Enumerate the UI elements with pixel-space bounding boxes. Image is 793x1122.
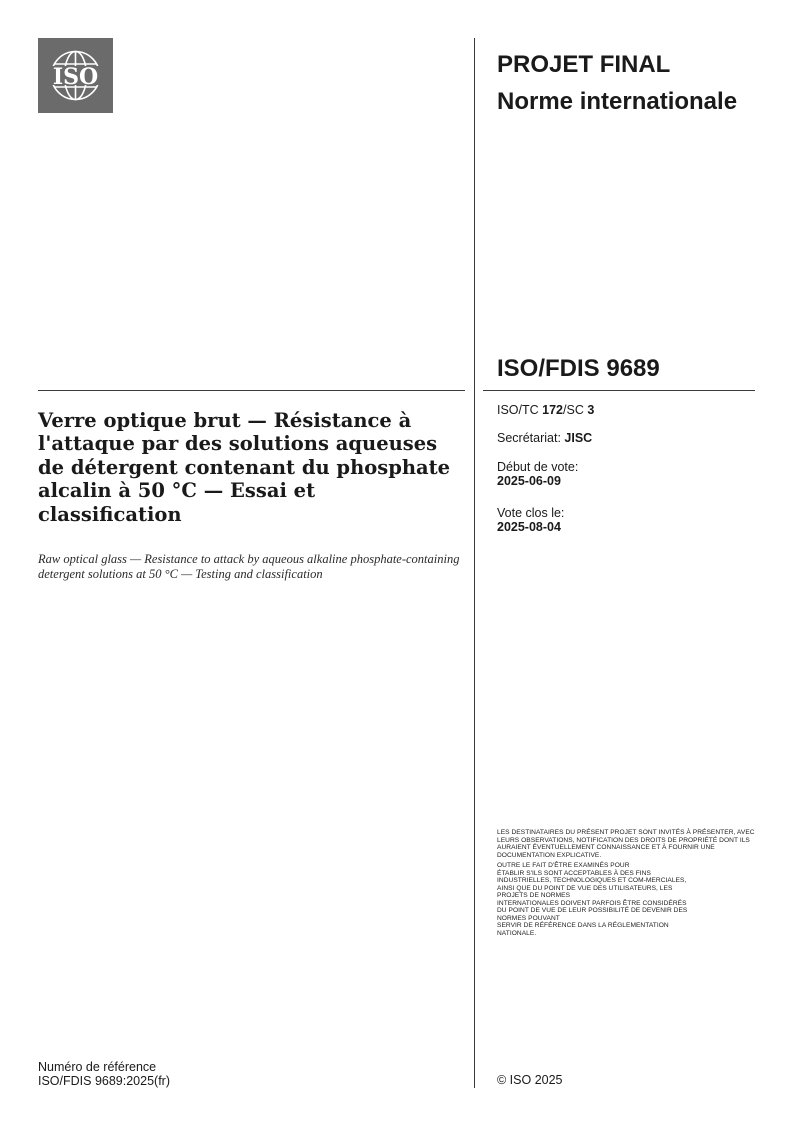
notice-line: AINSI QUE DU POINT DE VUE DES UTILISATEURS, LES — [497, 884, 673, 892]
vertical-rule — [474, 38, 475, 1088]
committee-sc: 3 — [587, 403, 595, 417]
vote-start-date: 2025-06-09 — [497, 474, 561, 488]
notice-paragraph-1: LES DESTINATAIRES DU PRÉSENT PROJET SONT INVITÉS À PRÉSENTER, AVEC LEURS OBSERVATIONS, NOTIFICATION DES DROITS DE PROPRIÉTÉ DONT ILS AURAIENT ÉVENTUELLEMENT CONNAISSANCE ET À FOURNIR UNE DOCUMENTATION EXPLICATIVE. — [497, 829, 755, 859]
notice-line: INDUSTRIELLES, TECHNOLOGIQUES ET COM-MERCIALES, — [497, 877, 687, 884]
committee-sep: /SC — [563, 403, 588, 417]
committee-prefix: ISO/TC — [497, 403, 543, 417]
notice-line: NATIONALE. — [497, 929, 537, 937]
reference-block — [38, 1060, 170, 1088]
number-rule — [483, 390, 755, 391]
secretariat-value: JISC — [564, 431, 593, 445]
reference-label: Numéro de référence — [38, 1060, 157, 1074]
draft-notice — [497, 829, 759, 940]
committee-line — [497, 403, 767, 417]
vote-end-label: Vote clos le: — [497, 506, 565, 520]
vote-end-date: 2025-08-04 — [497, 520, 561, 534]
vote-start-wrap — [497, 474, 767, 488]
notice-line: INTERNATIONALES DOIVENT PARFOIS ÊTRE CONSIDÉRÉS — [497, 899, 687, 907]
title-english: Raw optical glass — Resistance to attack by aqueous alkaline phosphate-containing detergent solutions at 50 °C — Testing and classification — [38, 552, 460, 581]
document-number: ISO/FDIS 9689 — [497, 355, 660, 382]
secretariat-label: Secrétariat: — [497, 431, 565, 445]
vote-end-wrap — [497, 520, 767, 534]
notice-line: SERVIR DE RÉFÉRENCE DANS LA RÉGLEMENTATION — [497, 922, 669, 929]
notice-line: DU POINT DE VUE DE LEUR POSSIBILITÉ DE DEVENIR DES — [497, 907, 688, 914]
committee-tc: 172 — [542, 403, 564, 417]
notice-line: ÉTABLIR S'ILS SONT ACCEPTABLES À DES FINS — [497, 869, 651, 877]
notice-line: NORMES POUVANT — [497, 914, 560, 922]
logo-text: ISO — [52, 64, 99, 90]
notice-paragraph-2 — [497, 862, 759, 937]
iso-logo — [38, 38, 113, 113]
notice-line: PROJETS DE NORMES — [497, 892, 571, 899]
document-status: PROJET FINAL — [497, 51, 671, 78]
notice-line: OUTRE LE FAIT D'ÊTRE EXAMINÉS POUR — [497, 862, 630, 869]
copyright: © ISO 2025 — [497, 1073, 563, 1087]
title-french: Verre optique brut — Résistance à l'attaque par des solutions aqueuses de détergent contenant du phosphate alcalin à 50 °C — Essai et classification — [38, 409, 451, 526]
title-rule — [38, 390, 465, 391]
reference-number: ISO/FDIS 9689:2025(fr) — [38, 1074, 171, 1088]
document-type: Norme internationale — [497, 88, 738, 115]
secretariat-line — [497, 431, 767, 445]
vote-start-label: Début de vote: — [497, 460, 579, 474]
globe-icon — [38, 38, 113, 113]
